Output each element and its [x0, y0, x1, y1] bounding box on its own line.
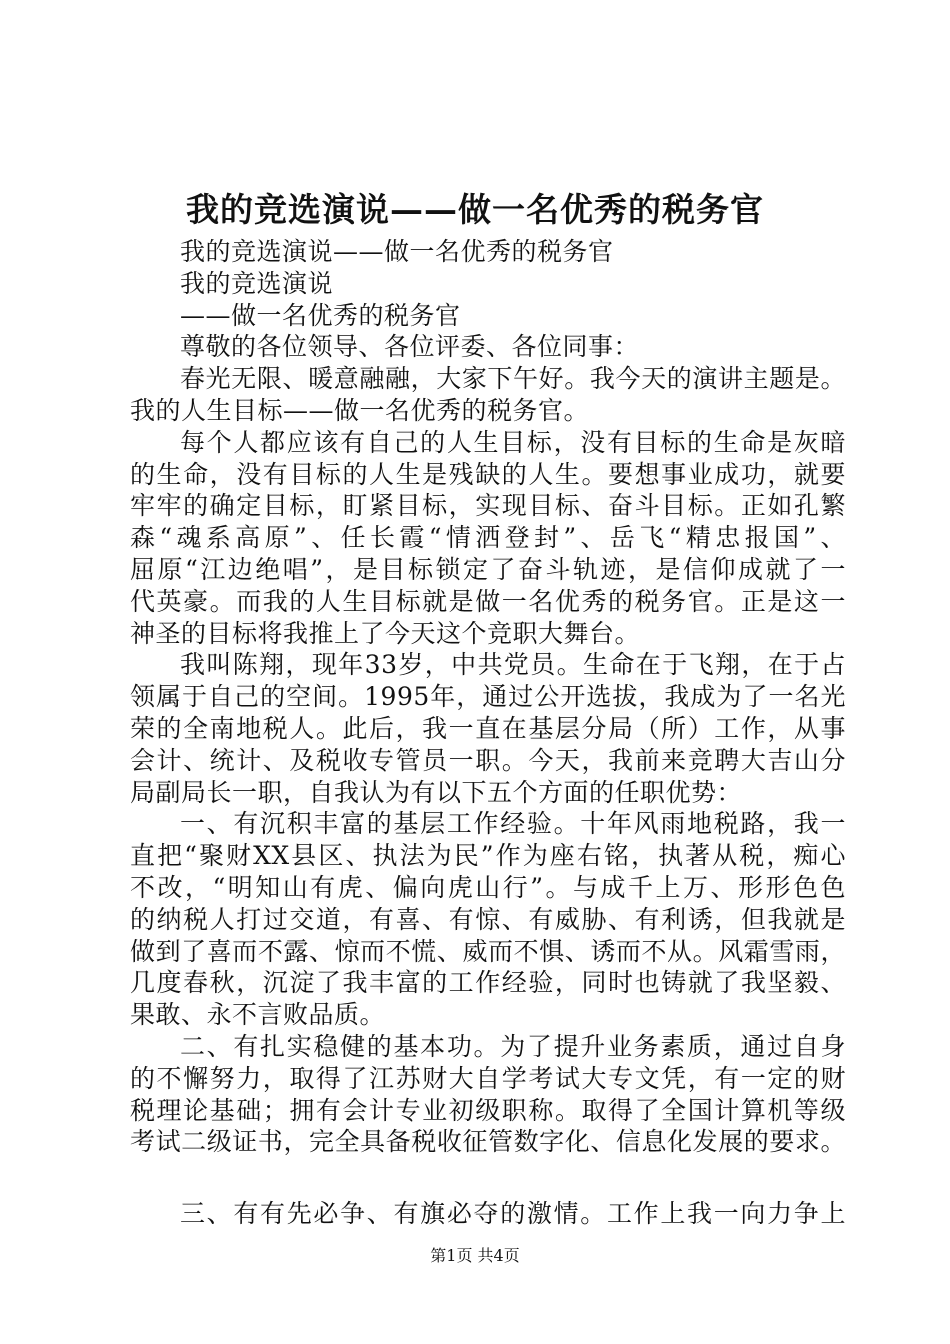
document-title: 我的竞选演说——做一名优秀的税务官: [186, 190, 764, 229]
text-line: 直把“聚财XX县区、执法为民”作为座右铭，执著从税，痴心: [130, 841, 846, 871]
text-line: 二、有扎实稳健的基本功。为了提升业务素质，通过自身: [180, 1031, 846, 1061]
text-line: 我叫陈翔，现年33岁，中共党员。生命在于飞翔，在于占: [180, 650, 846, 680]
paragraph-gap: [130, 1158, 846, 1198]
text-line: 会计、统计、及税收专管员一职。今天，我前来竞聘大吉山分: [130, 745, 846, 775]
document-body: [130, 236, 846, 1230]
text-line: 我的竞选演说: [180, 268, 334, 298]
text-line: 三、有有先必争、有旗必夺的激情。工作上我一向力争上: [180, 1199, 846, 1229]
text-line: 牢牢的确定目标，盯紧目标，实现目标、奋斗目标。正如孔繁: [130, 491, 846, 521]
text-line: 果敢、永不言败品质。: [130, 1000, 386, 1030]
text-line: 税理论基础；拥有会计专业初级职称。取得了全国计算机等级: [130, 1095, 846, 1125]
text-line: 局副局长一职，自我认为有以下五个方面的任职优势：: [130, 777, 743, 807]
text-line: 屈原“江边绝唱”，是目标锁定了奋斗轨迹，是信仰成就了一: [130, 554, 846, 584]
text-line: 一、有沉积丰富的基层工作经验。十年风雨地税路，我一: [180, 809, 846, 839]
text-line: 神圣的目标将我推上了今天这个竞职大舞台。: [130, 618, 641, 648]
text-line: 考试二级证书，完全具备税收征管数字化、信息化发展的要求。: [130, 1127, 846, 1157]
text-line: 的不懈努力，取得了江苏财大自学考试大专文凭，有一定的财: [130, 1063, 846, 1093]
text-line: 每个人都应该有自己的人生目标，没有目标的生命是灰暗: [180, 427, 846, 457]
text-line: 我的竞选演说——做一名优秀的税务官: [180, 237, 614, 266]
text-line: 的纳税人打过交道，有喜、有惊、有威胁、有利诱，但我就是: [130, 904, 846, 934]
text-line: 春光无限、暖意融融，大家下午好。我今天的演讲主题是。: [180, 364, 846, 394]
text-line: 森“魂系高原”、任长霞“情洒登封”、岳飞“精忠报国”、: [130, 523, 846, 553]
text-line: 几度春秋，沉淀了我丰富的工作经验，同时也铸就了我坚毅、: [130, 968, 846, 998]
text-line: 领属于自己的空间。1995年，通过公开选拔，我成为了一名光: [130, 682, 846, 712]
text-line: 我的人生目标——做一名优秀的税务官。: [130, 395, 590, 425]
text-line: 的生命，没有目标的人生是残缺的人生。要想事业成功，就要: [130, 459, 846, 489]
text-line: 尊敬的各位领导、各位评委、各位同事：: [180, 332, 640, 362]
text-line: 荣的全南地税人。此后，我一直在基层分局（所）工作，从事: [130, 713, 846, 743]
page-number-footer: 第1页 共4页: [430, 1246, 520, 1265]
text-line: ——做一名优秀的税务官: [180, 300, 461, 330]
text-line: 不改，“明知山有虎、偏向虎山行”。与成千上万、形形色色: [130, 872, 846, 902]
text-line: 代英豪。而我的人生目标就是做一名优秀的税务官。正是这一: [130, 586, 846, 616]
text-line: 做到了喜而不露、惊而不慌、威而不惧、诱而不从。风霜雪雨，: [130, 936, 846, 966]
